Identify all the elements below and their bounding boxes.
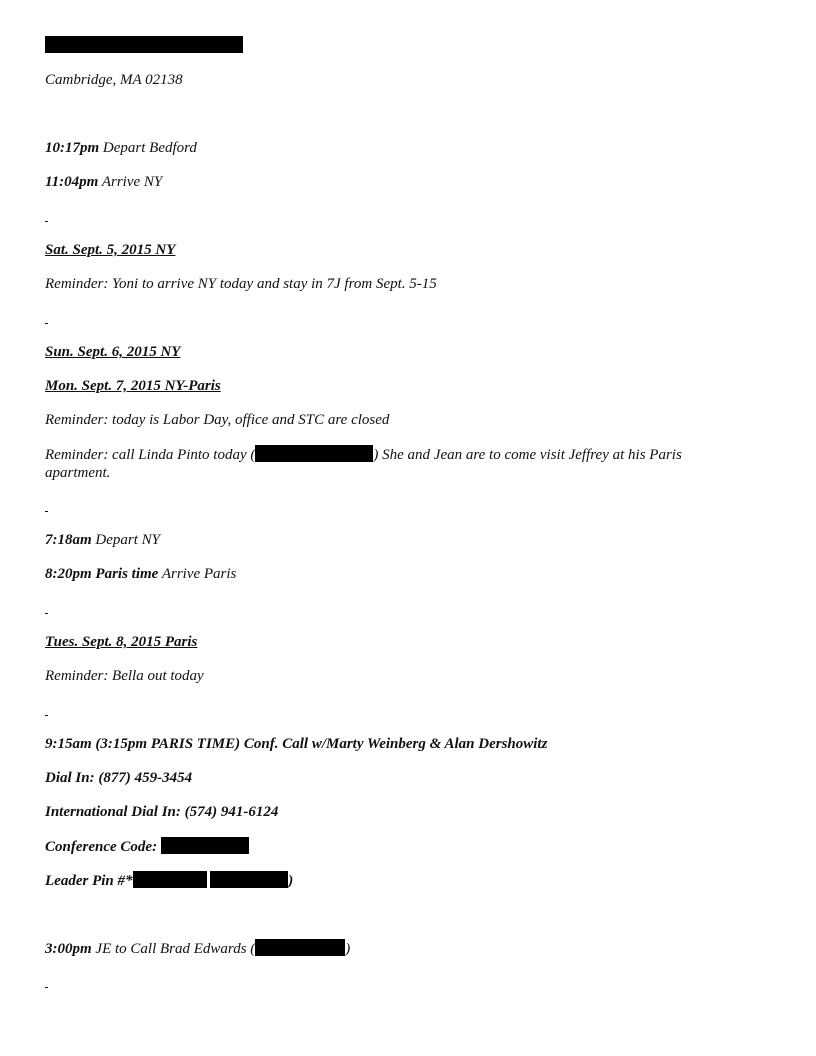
spacer-dash [45, 323, 48, 324]
dial-in-line: Dial In: (877) 459-3454 [45, 770, 193, 786]
schedule-item-arrive-paris [45, 565, 236, 583]
schedule-time: 7:18am [45, 532, 92, 548]
reminder-text-pre: Reminder: call Linda Pinto today ( [45, 447, 256, 463]
redaction-block [255, 939, 345, 956]
schedule-time: 11:04pm [45, 174, 99, 190]
schedule-time: 10:17pm [45, 140, 100, 156]
date-heading-sat: Sat. Sept. 5, 2015 NY [45, 242, 176, 258]
schedule-text: Depart Bedford [102, 140, 197, 156]
schedule-time: 3:00pm [45, 941, 92, 957]
reminder-text-post: ) She and Jean are to come visit Jeffrey at his Paris apartment. [45, 447, 682, 481]
conference-code-line [45, 837, 249, 856]
schedule-item-depart-bedford [45, 139, 197, 157]
date-heading-sun: Sun. Sept. 6, 2015 NY [45, 344, 181, 360]
redacted-name-line [45, 36, 243, 55]
reminder-call-linda [45, 445, 745, 482]
spacer-dash [45, 613, 48, 614]
intl-dial-in-line: International Dial In: (574) 941-6124 [45, 804, 279, 820]
spacer-dash [45, 511, 48, 512]
schedule-text: Depart NY [95, 532, 161, 548]
redaction-block [255, 445, 373, 462]
schedule-item-arrive-ny [45, 173, 162, 191]
spacer-dash [45, 221, 48, 222]
redaction-block [210, 871, 288, 888]
leader-pin-label: Leader Pin #* [45, 873, 133, 889]
address-city-line: Cambridge, MA 02138 [45, 72, 183, 88]
schedule-item-depart-ny [45, 531, 160, 549]
redaction-block [45, 36, 243, 53]
reminder-yoni: Reminder: Yoni to arrive NY today and stay in 7J from Sept. 5-15 [45, 276, 437, 292]
schedule-text: Arrive Paris [161, 566, 237, 582]
schedule-item-call-brad [45, 939, 350, 958]
redaction-block [133, 871, 207, 888]
reminder-labor-day: Reminder: today is Labor Day, office and STC are closed [45, 412, 390, 428]
schedule-text-pre: JE to Call Brad Edwards ( [95, 941, 256, 957]
date-heading-mon: Mon. Sept. 7, 2015 NY-Paris [45, 378, 221, 394]
reminder-bella: Reminder: Bella out today [45, 668, 204, 684]
schedule-time: 8:20pm Paris time [45, 566, 159, 582]
spacer-dash [45, 987, 48, 988]
leader-pin-close: ) [288, 873, 294, 889]
redaction-block [161, 837, 249, 854]
conference-code-label: Conference Code: [45, 839, 161, 855]
schedule-text: Arrive NY [101, 174, 163, 190]
date-heading-tue: Tues. Sept. 8, 2015 Paris [45, 634, 198, 650]
leader-pin-line [45, 871, 293, 890]
schedule-text-post: ) [345, 941, 351, 957]
conf-call-line: 9:15am (3:15pm PARIS TIME) Conf. Call w/Marty Weinberg & Alan Dershowitz [45, 736, 548, 752]
spacer-dash [45, 715, 48, 716]
